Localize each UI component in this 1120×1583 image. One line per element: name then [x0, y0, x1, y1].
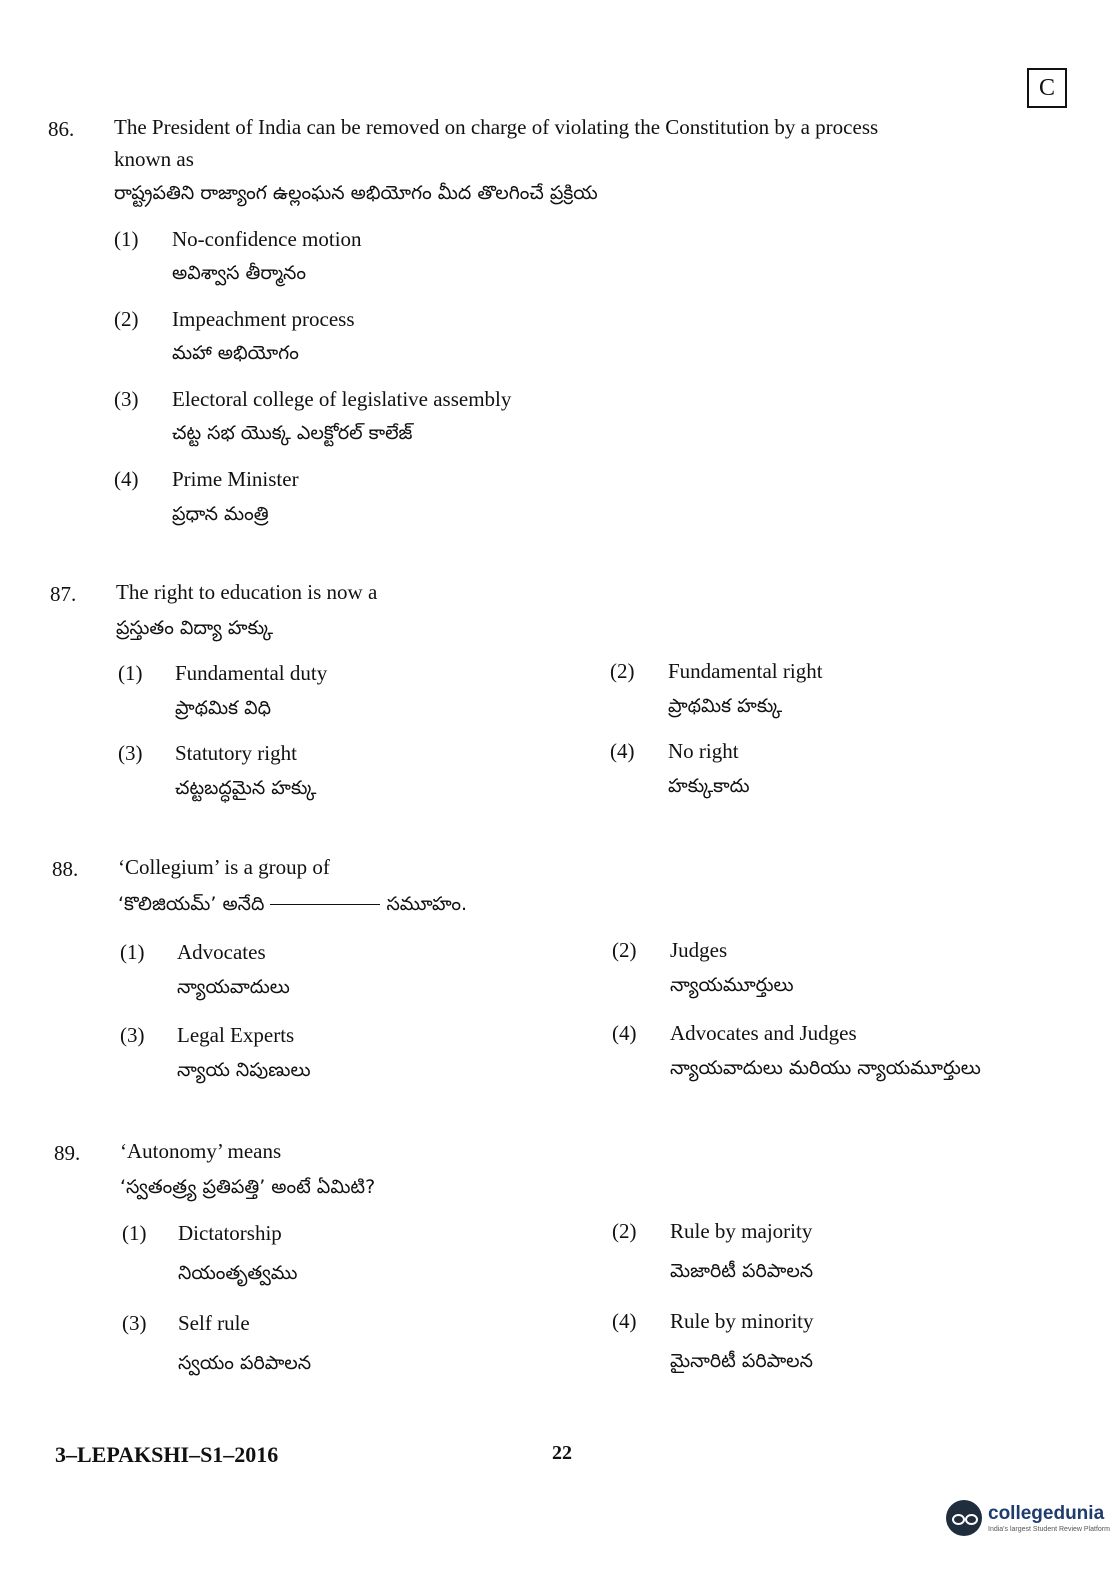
option-text-en: Legal Experts — [177, 1023, 295, 1047]
option-text-en: Rule by minority — [670, 1309, 814, 1333]
option-text-te: న్యాయవాదులు మరియు న్యాయమూర్తులు — [670, 1057, 981, 1079]
option-text-te: అవిశ్వాస తీర్మానం — [172, 262, 307, 284]
page-number: 22 — [552, 1442, 572, 1464]
question-number: 86. — [48, 117, 75, 141]
option-number: (1) — [114, 227, 139, 251]
option-text-en: Dictatorship — [178, 1221, 282, 1245]
option-number: (3) — [122, 1311, 147, 1335]
option-text-te: స్వయం పరిపాలన — [178, 1352, 312, 1374]
option-number: (3) — [114, 387, 139, 411]
option-number: (1) — [122, 1221, 147, 1245]
question-text-en: ‘Collegium’ is a group of — [118, 855, 330, 879]
question-number: 89. — [54, 1141, 81, 1165]
option-text-te: ప్రాథమిక హక్కు — [668, 695, 783, 717]
option-text-te: మైనారిటీ పరిపాలన — [670, 1350, 813, 1372]
option-text-te: హక్కుకాదు — [668, 775, 750, 797]
question-text-en: ‘Autonomy’ means — [120, 1139, 282, 1163]
option-number: (2) — [114, 307, 139, 331]
collegedunia-watermark — [946, 1500, 1110, 1536]
option-text-en: Rule by majority — [670, 1219, 813, 1243]
option-text-en: Fundamental right — [668, 659, 823, 683]
graduate-face-icon — [946, 1500, 982, 1536]
option-text-en: Self rule — [178, 1311, 250, 1335]
watermark-tagline: India's largest Student Review Platform — [988, 1525, 1110, 1533]
question-text-en: The right to education is now a — [116, 580, 378, 604]
option-text-en: Judges — [670, 938, 728, 962]
series-code: C — [1038, 74, 1055, 101]
question-text-te: ప్రస్తుతం విద్యా హక్కు — [116, 617, 274, 639]
option-text-te: చట్టబద్ధమైన హక్కు — [175, 777, 317, 799]
question-number: 88. — [52, 857, 79, 881]
option-text-te: చట్ట సభ యొక్క ఎలక్టోరల్ కాలేజ్ — [172, 422, 413, 444]
question-number: 87. — [50, 582, 77, 606]
option-text-en: Advocates — [177, 940, 266, 964]
option-text-te: నియంతృత్వము — [178, 1262, 298, 1284]
option-number: (1) — [118, 661, 143, 685]
question-text-te — [118, 893, 467, 920]
option-number: (3) — [118, 741, 143, 765]
option-text-en: Advocates and Judges — [670, 1021, 857, 1045]
option-number: (4) — [612, 1309, 637, 1333]
option-text-en: Fundamental duty — [175, 661, 328, 685]
option-text-en: Electoral college of legislative assembly — [172, 387, 512, 411]
question-text-te: రాష్ట్రపతిని రాజ్యాంగ ఉల్లంఘన అభియోగం మీద తొలగించే ప్రక్రియ — [114, 182, 598, 204]
question-text-te: ‘స్వతంత్ర్య ప్రతిపత్తి’ అంటే ఏమిటి? — [120, 1176, 376, 1198]
booklet-code: 3–LEPAKSHI–S1–2016 — [55, 1442, 279, 1467]
series-code-box — [1027, 68, 1067, 108]
fill-in-blank — [270, 904, 380, 905]
question-text-en-cont: known as — [114, 147, 194, 171]
option-number: (4) — [612, 1021, 637, 1045]
option-text-te: ప్రధాన మంత్రి — [172, 503, 269, 525]
option-number: (2) — [612, 1219, 637, 1243]
question-text-en: The President of India can be removed on charge of violating the Constitution by a process — [114, 115, 879, 139]
option-number: (3) — [120, 1023, 145, 1047]
option-text-te: ప్రాథమిక విధి — [175, 697, 271, 719]
option-text-en: No right — [668, 739, 739, 763]
watermark-name: collegedunia — [988, 1502, 1105, 1524]
option-text-te: న్యాయ నిపుణులు — [177, 1059, 311, 1081]
option-text-en: Statutory right — [175, 741, 297, 765]
option-number: (2) — [612, 938, 637, 962]
option-text-en: No-confidence motion — [172, 227, 362, 251]
option-text-te: న్యాయవాదులు — [177, 976, 290, 998]
option-text-te: మహా అభియోగం — [172, 342, 299, 364]
question-text-te-after: సమూహం. — [386, 893, 468, 915]
option-text-en: Impeachment process — [172, 307, 355, 331]
question-text-te-before: ‘కొలిజియమ్’ అనేది — [118, 893, 265, 915]
option-number: (2) — [610, 659, 635, 683]
option-text-te: న్యాయమూర్తులు — [670, 974, 794, 996]
option-number: (4) — [610, 739, 635, 763]
option-text-en: Prime Minister — [172, 467, 299, 491]
option-number: (4) — [114, 467, 139, 491]
option-text-te: మెజారిటీ పరిపాలన — [670, 1260, 814, 1282]
option-number: (1) — [120, 940, 145, 964]
